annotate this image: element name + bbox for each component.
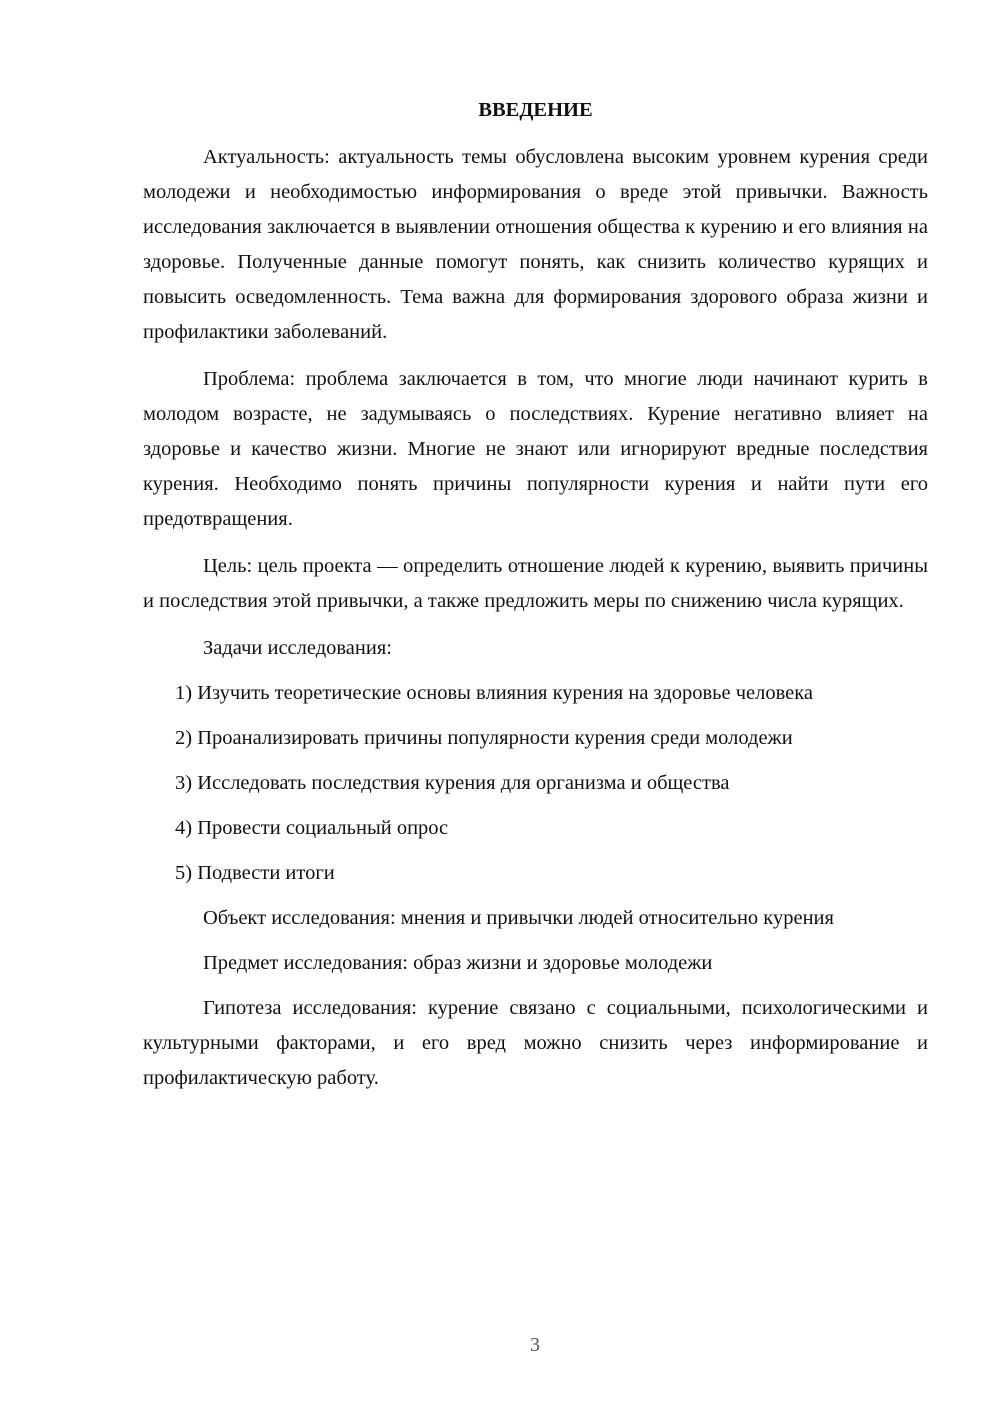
problem-paragraph: Проблема: проблема заключается в том, что многие люди начинают курить в молодом возрасте, не задумываясь о последствиях. Курение негативно влияет на здоровье и качество жизни. Многие не знают или игнорируют вредные последствия курения. Необходимо понять причины популярности курения и найти пути его предотвращения. — [143, 368, 928, 530]
task-item: 2) Проанализировать причины популярности курения среди молодежи — [175, 727, 793, 749]
object-paragraph: Объект исследования: мнения и привычки людей относительно курения — [203, 907, 834, 929]
relevance-paragraph: Актуальность: актуальность темы обусловлена высоким уровнем курения среди молодежи и необходимостью информирования о вреде этой привычки. Важность исследования заключается в выявлении отношения общества к курению и его влияния на здоровье. Полученные данные помогут понять, как снизить количество курящих и повысить осведомленность. Тема важна для формирования здорового образа жизни и профилактики заболеваний. — [143, 146, 928, 343]
page-content — [143, 93, 928, 1108]
tasks-heading: Задачи исследования: — [203, 637, 392, 659]
section-title: ВВЕДЕНИЕ — [478, 99, 593, 121]
hypothesis-paragraph: Гипотеза исследования: курение связано с социальными, психологическими и культурными факторами, и его вред можно снизить через информирование и профилактическую работу. — [143, 997, 928, 1089]
task-item: 4) Провести социальный опрос — [175, 817, 449, 839]
page-number: 3 — [530, 1334, 540, 1356]
task-item: 3) Исследовать последствия курения для организма и общества — [175, 772, 730, 794]
task-item: 1) Изучить теоретические основы влияния курения на здоровье человека — [175, 682, 814, 704]
task-item: 5) Подвести итоги — [175, 862, 335, 884]
tasks-list — [143, 676, 928, 891]
subject-paragraph: Предмет исследования: образ жизни и здоровье молодежи — [203, 952, 713, 974]
goal-paragraph: Цель: цель проекта — определить отношение людей к курению, выявить причины и последствия этой привычки, а также предложить меры по снижению числа курящих. — [143, 555, 928, 612]
